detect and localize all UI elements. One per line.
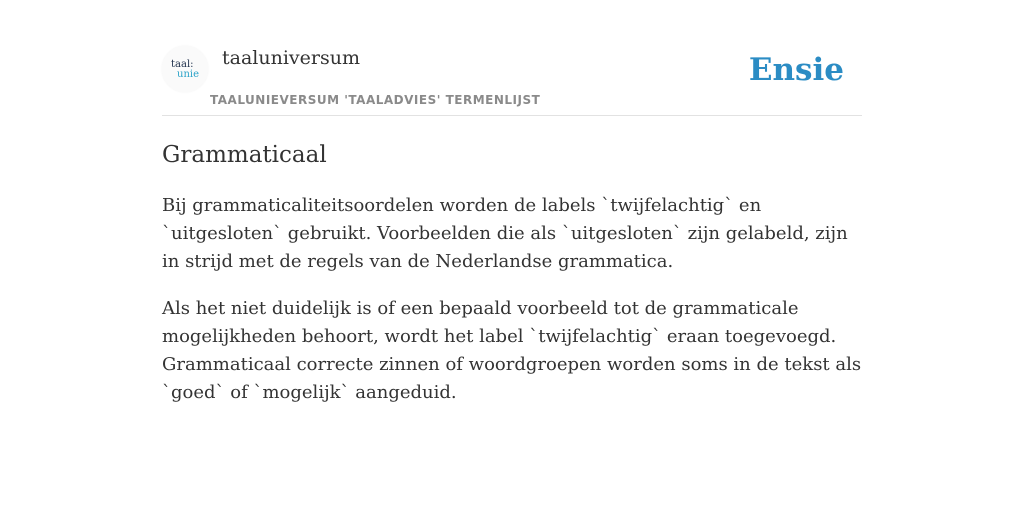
taalunie-logo[interactable]: [162, 46, 208, 92]
article-paragraph-2: Als het niet duidelijk is of een bepaald voorbeeld tot de grammaticale mogelijkheden behoort, wordt het label `twijfelachtig` eraan toegevoegd. Grammaticaal correcte zinnen of woordgroepen worden soms in de tekst als `goed` of `mogelijk` aangeduid.: [162, 298, 862, 403]
site-subtitle: TAALUNIEVERSUM 'TAALADVIES' TERMENLIJST: [210, 93, 541, 107]
logo-text-taal: taal:: [171, 59, 194, 70]
page-title: Grammaticaal: [162, 142, 327, 168]
site-title-link[interactable]: taaluniversum: [222, 47, 360, 69]
ensie-brand-logo[interactable]: Ensie: [748, 52, 844, 88]
article-paragraph-1: Bij grammaticaliteitsoordelen worden de labels `twijfelachtig` en `uitgesloten` gebruikt. Voorbeelden die als `uitgesloten` zijn gelabeld, zijn in strijd met de regels van de Nederlandse grammatica.: [162, 195, 848, 272]
article-content: [162, 140, 862, 407]
logo-text-unie: unie: [177, 69, 199, 80]
site-header: [162, 40, 862, 116]
